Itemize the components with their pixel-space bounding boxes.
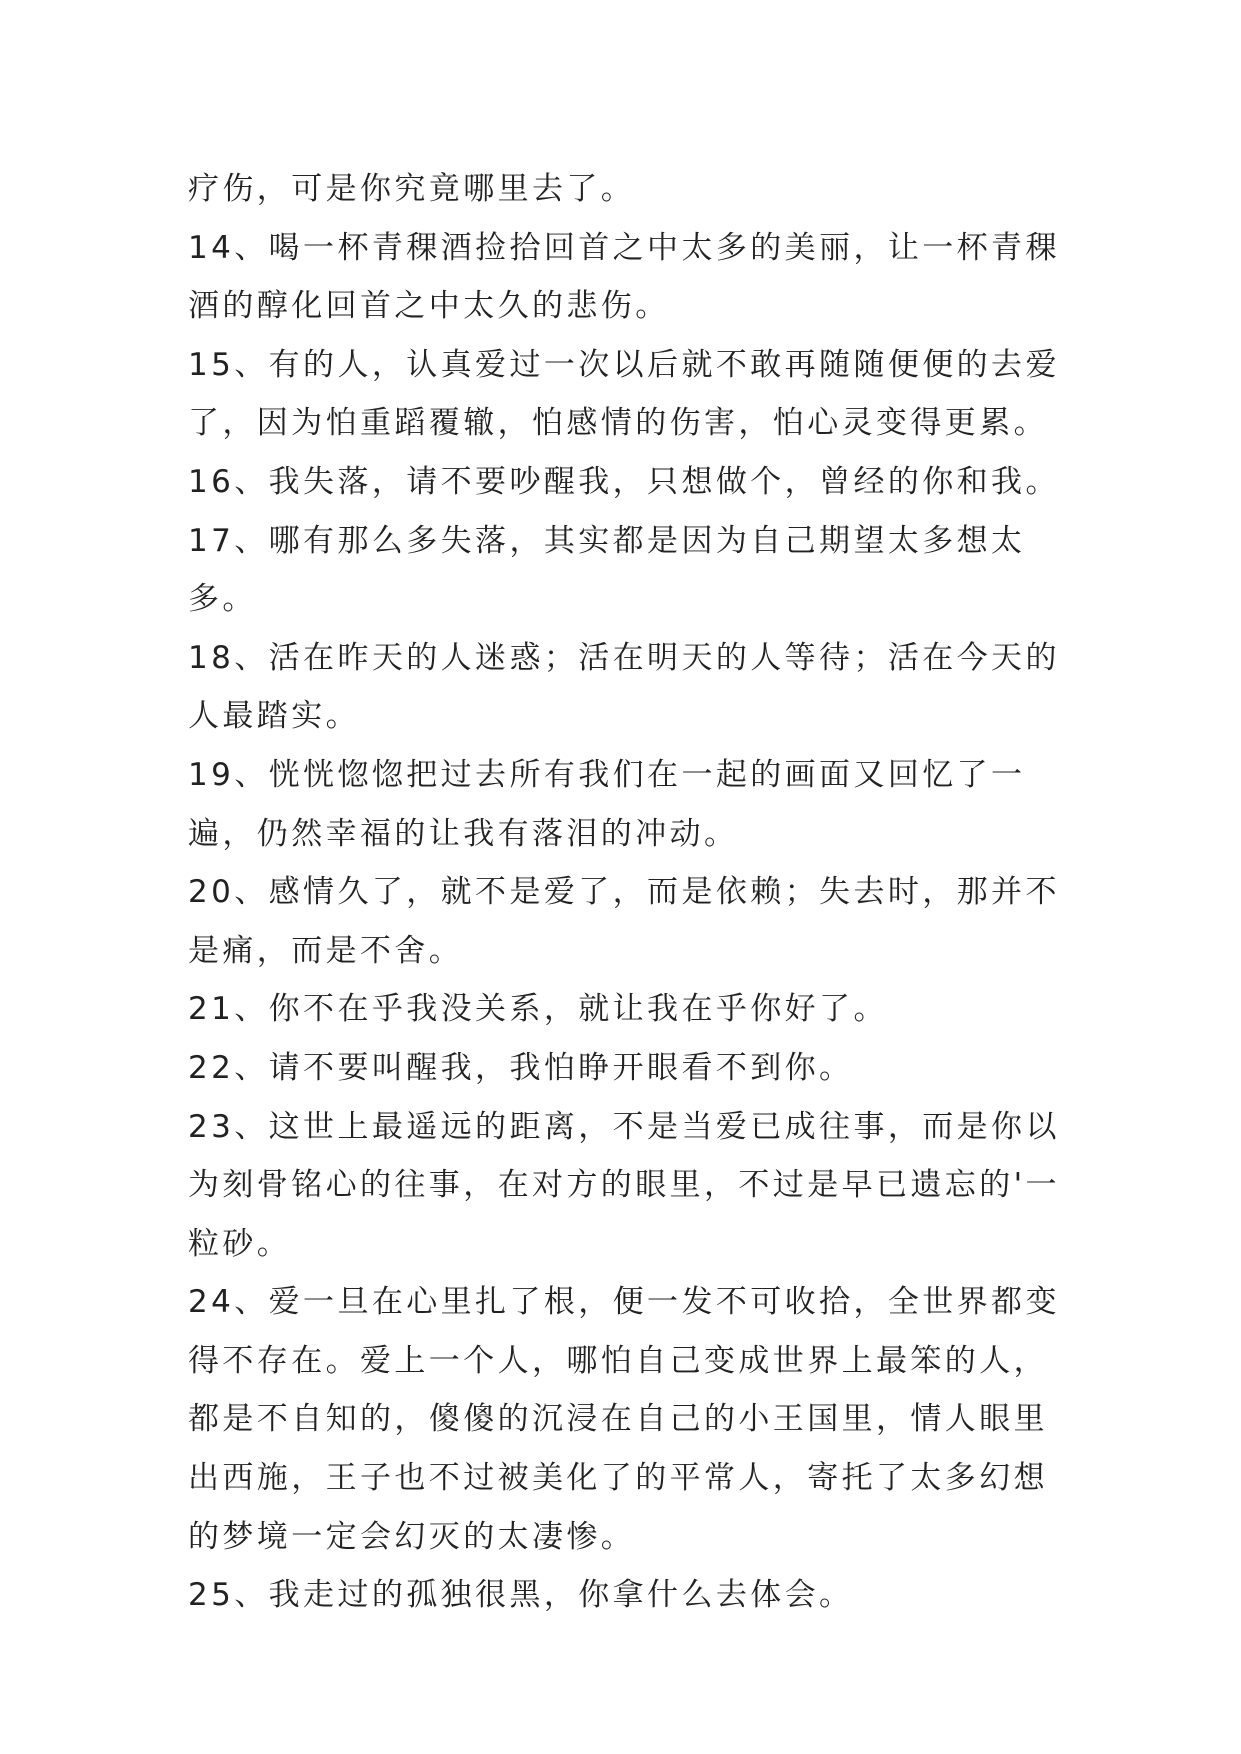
paragraph-20: 20、感情久了，就不是爱了，而是依赖；失去时，那并不是痛，而是不舍。 [188,874,1060,969]
paragraph-15: 15、有的人，认真爱过一次以后就不敢再随随便便的去爱了，因为怕重蹈覆辙，怕感情的伤害，怕心灵变得更累。 [188,346,1060,442]
paragraph-25: 25、我走过的孤独很黑，你拿什么去体会。 [188,1577,854,1614]
paragraph-19: 19、恍恍惚惚把过去所有我们在一起的画面又回忆了一遍，仍然幸福的让我有落泪的冲动。 [188,756,1026,852]
paragraph-22: 22、请不要叫醒我，我怕睁开眼看不到你。 [188,1049,854,1086]
paragraph-16: 16、我失落，请不要吵醒我，只想做个，曾经的你和我。 [188,463,1060,500]
paragraph-24: 24、爱一旦在心里扎了根，便一发不可收拾，全世界都变得不存在。爱上一个人，哪怕自己变成世界上最笨的人，都是不自知的，傻傻的沉浸在自己的小王国里，情人眼里出西施，王子也不过被美化了的平常人，寄托了太多幻想的梦境一定会幻灭的太凄惨。 [188,1284,1060,1555]
body-text [188,160,1068,1625]
paragraph-continuation: 疗伤，可是你究竟哪里去了。 [188,171,636,207]
paragraph-21: 21、你不在乎我没关系，就让我在乎你好了。 [188,991,888,1028]
paragraph-17: 17、哪有那么多失落，其实都是因为自己期望太多想太多。 [188,522,1026,618]
paragraph-23: 23、这世上最遥远的距离，不是当爱已成往事，而是你以为刻骨铭心的往事，在对方的眼里，不过是早已遗忘的'一粒砂。 [188,1108,1060,1262]
paragraph-14: 14、喝一杯青稞酒捡拾回首之中太多的美丽，让一杯青稞酒的醇化回首之中太久的悲伤。 [188,229,1060,325]
paragraph-18: 18、活在昨天的人迷惑；活在明天的人等待；活在今天的人最踏实。 [188,639,1060,735]
